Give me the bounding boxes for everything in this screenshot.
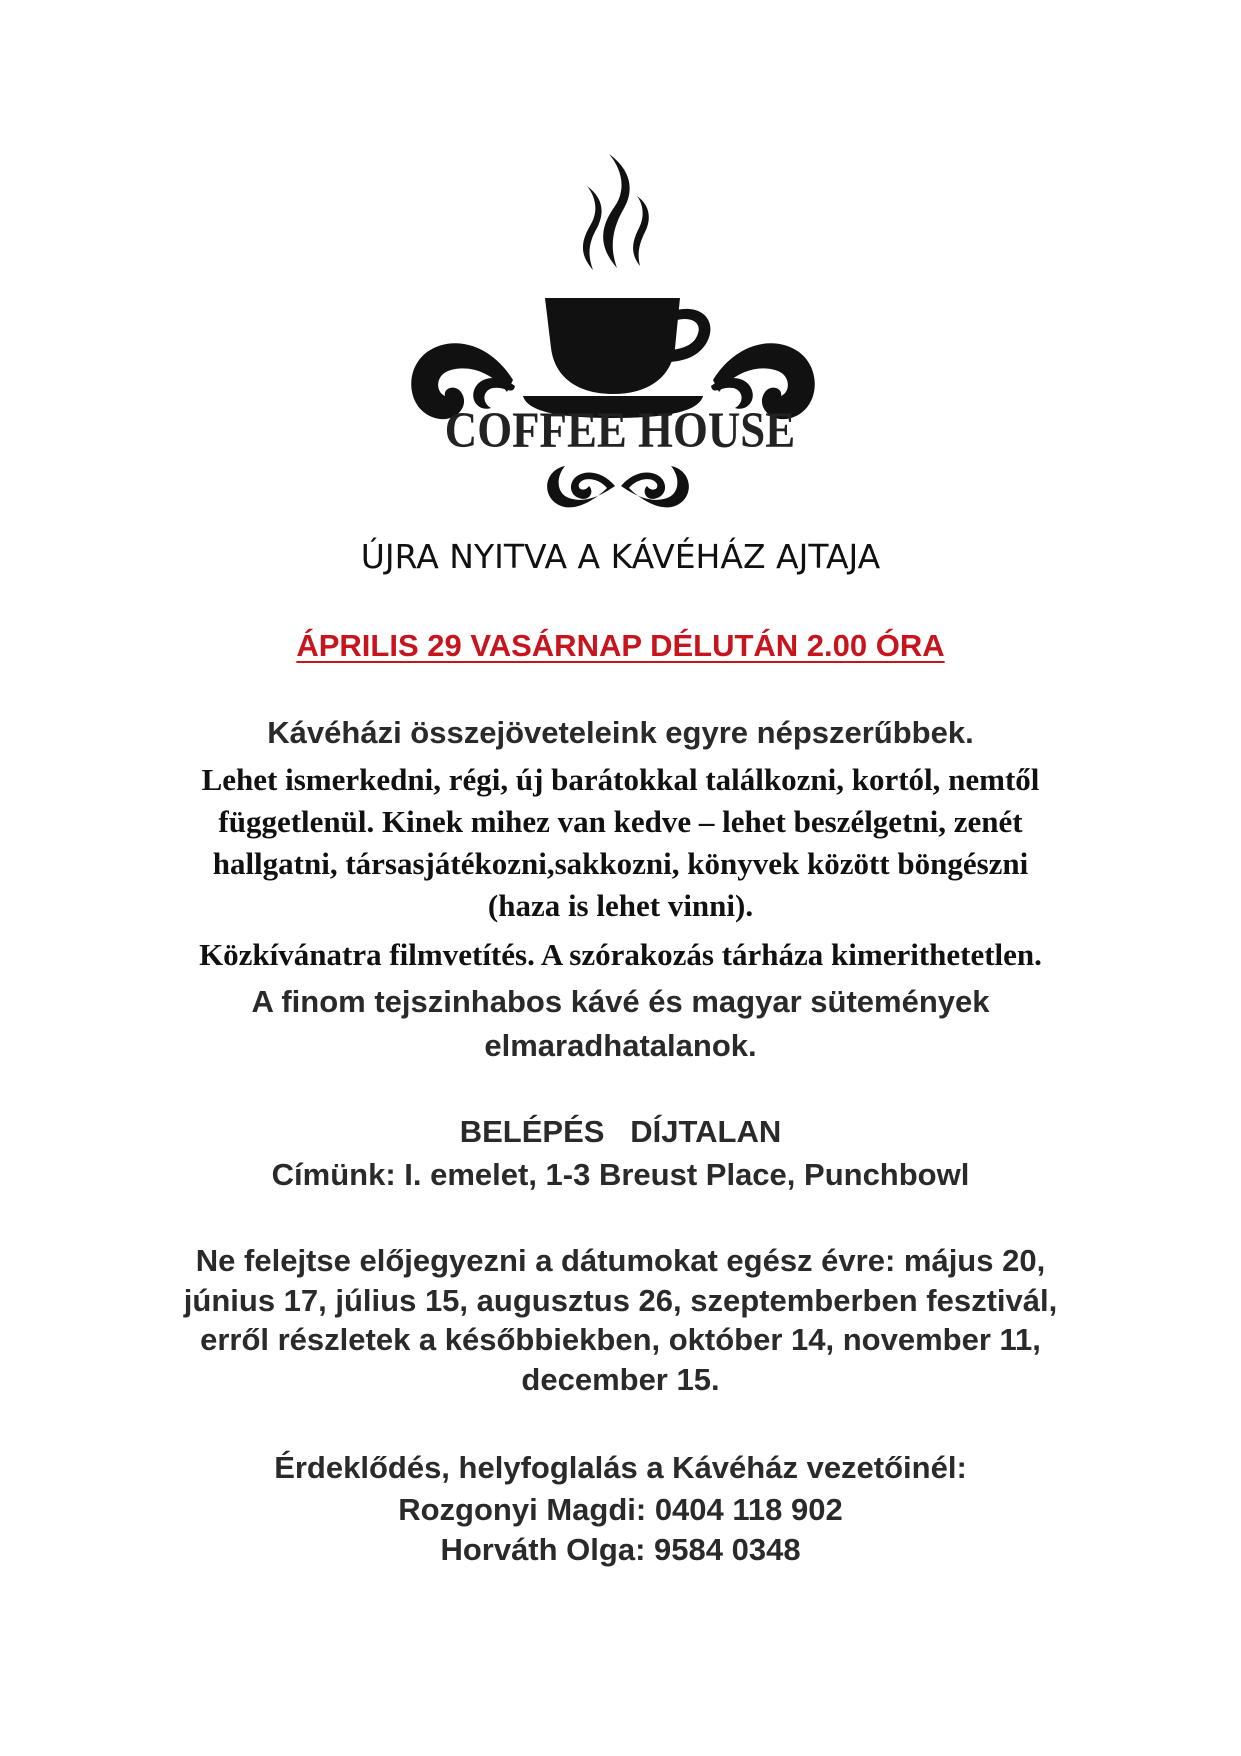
film-line: Közkívánatra filmvetítés. A szórakozás tárháza kimerithetetlen. [199,937,1042,972]
description-line: (haza is lehet vinni). [487,888,754,923]
description-line: hallgatni, társasjátékozni,sakkozni, könyvek között böngészni [212,846,1029,881]
description-line: Lehet ismerkedni, régi, új barátokkal találkozni, kortól, nemtől [201,762,1040,797]
dates-line: erről részletek a későbbiekben, október 14, november 11, [200,1322,1041,1357]
coffee-line: A finom tejszinhabos kávé és magyar sütemények [251,984,990,1019]
logo-text: COFFEE HOUSE [444,403,796,459]
contact-person: Rozgonyi Magdi: 0404 118 902 [398,1492,843,1527]
contact-person: Horváth Olga: 9584 0348 [440,1532,801,1567]
coffee-line: elmaradhatalanok. [484,1028,757,1063]
dates-line: december 15. [521,1362,720,1397]
description-line: függetlenül. Kinek mihez van kedve – lehet beszélgetni, zenét [218,804,1023,839]
entry-free: BELÉPÉS DÍJTALAN [459,1114,782,1149]
address: Címünk: I. emelet, 1-3 Breust Place, Punchbowl [271,1157,970,1192]
contact-heading: Érdeklődés, helyfoglalás a Kávéház vezetőinél: [274,1450,967,1485]
coffee-cup-icon [395,148,845,528]
intro-text: Kávéházi összejöveteleink egyre népszerűbbek. [267,715,974,750]
dates-line: június 17, július 15, augusztus 26, szeptemberben fesztivál, [183,1283,1058,1318]
dates-line: Ne felejtse előjegyezni a dátumokat egész évre: május 20, [195,1243,1046,1278]
coffee-house-logo [395,148,845,528]
event-date: ÁPRILIS 29 VASÁRNAP DÉLUTÁN 2.00 ÓRA [296,628,945,663]
headline: ÚJRA NYITVA A KÁVÉHÁZ AJTAJA [360,537,881,576]
